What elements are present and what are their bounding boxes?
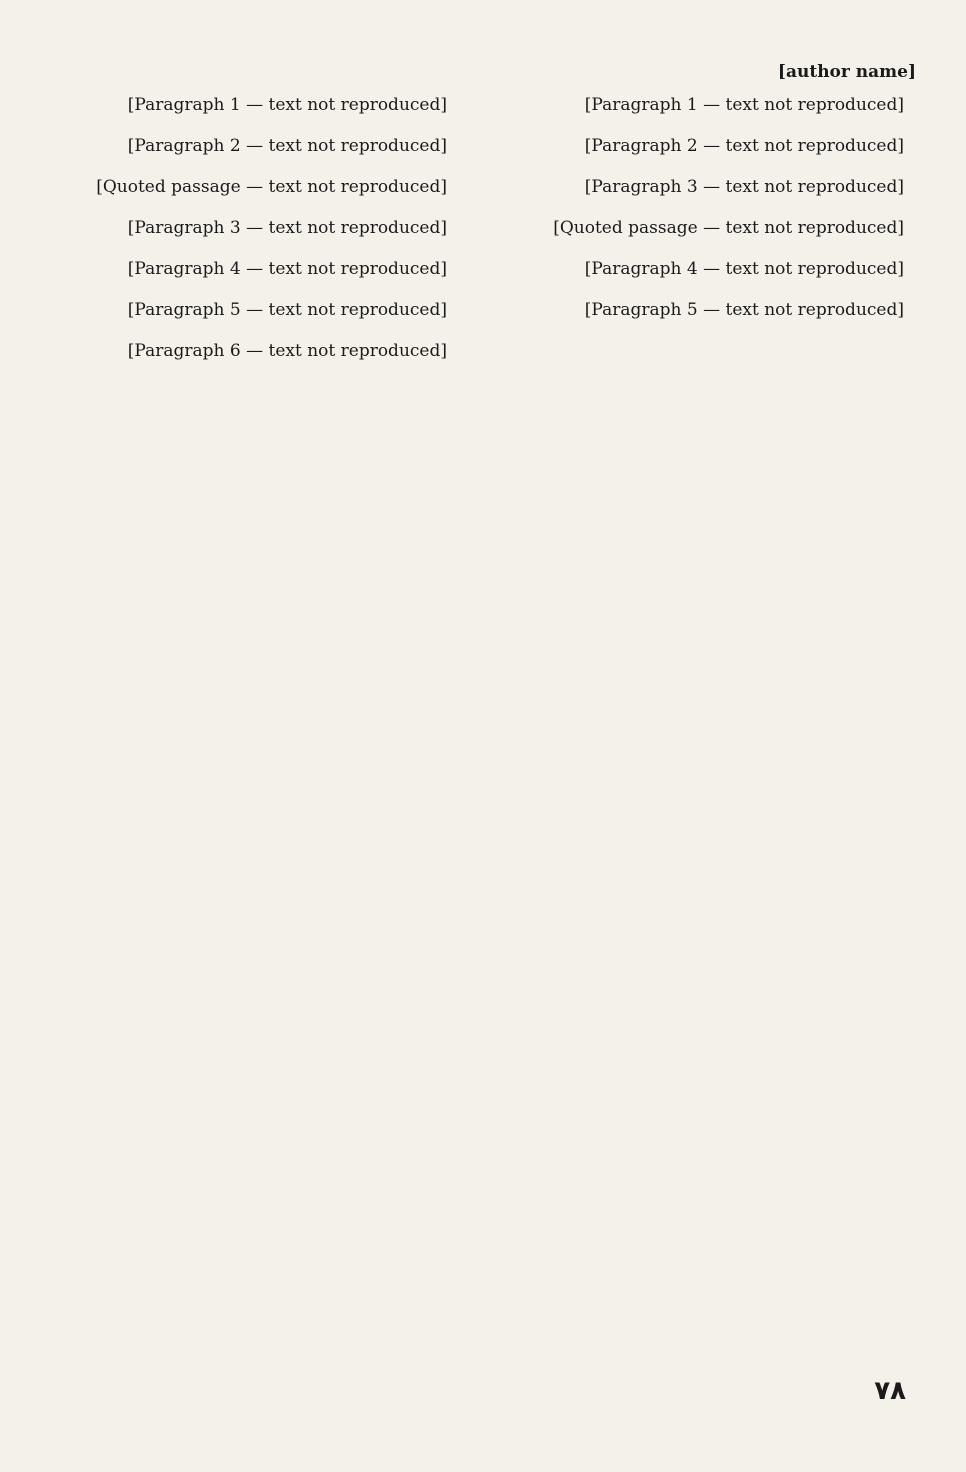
paragraph: [Paragraph 1 — text not reproduced] [127,95,447,115]
right-column [44,92,465,379]
block-quote: [Quoted passage — text not reproduced] [553,218,904,238]
text-columns [44,92,922,379]
page-number: ٧٨ [874,1376,906,1406]
paragraph: [Paragraph 2 — text not reproduced] [127,136,447,156]
left-column [501,92,922,379]
paragraph: [Paragraph 1 — text not reproduced] [584,95,904,115]
block-quote: [Quoted passage — text not reproduced] [96,177,447,197]
paragraph: [Paragraph 6 — text not reproduced] [127,341,447,361]
running-head: [author name] [777,62,916,82]
paragraph: [Paragraph 3 — text not reproduced] [584,177,904,197]
paragraph: [Paragraph 4 — text not reproduced] [584,259,904,279]
paragraph: [Paragraph 5 — text not reproduced] [127,300,447,320]
paragraph: [Paragraph 5 — text not reproduced] [584,300,904,320]
paragraph: [Paragraph 2 — text not reproduced] [584,136,904,156]
paragraph: [Paragraph 4 — text not reproduced] [127,259,447,279]
paragraph: [Paragraph 3 — text not reproduced] [127,218,447,238]
